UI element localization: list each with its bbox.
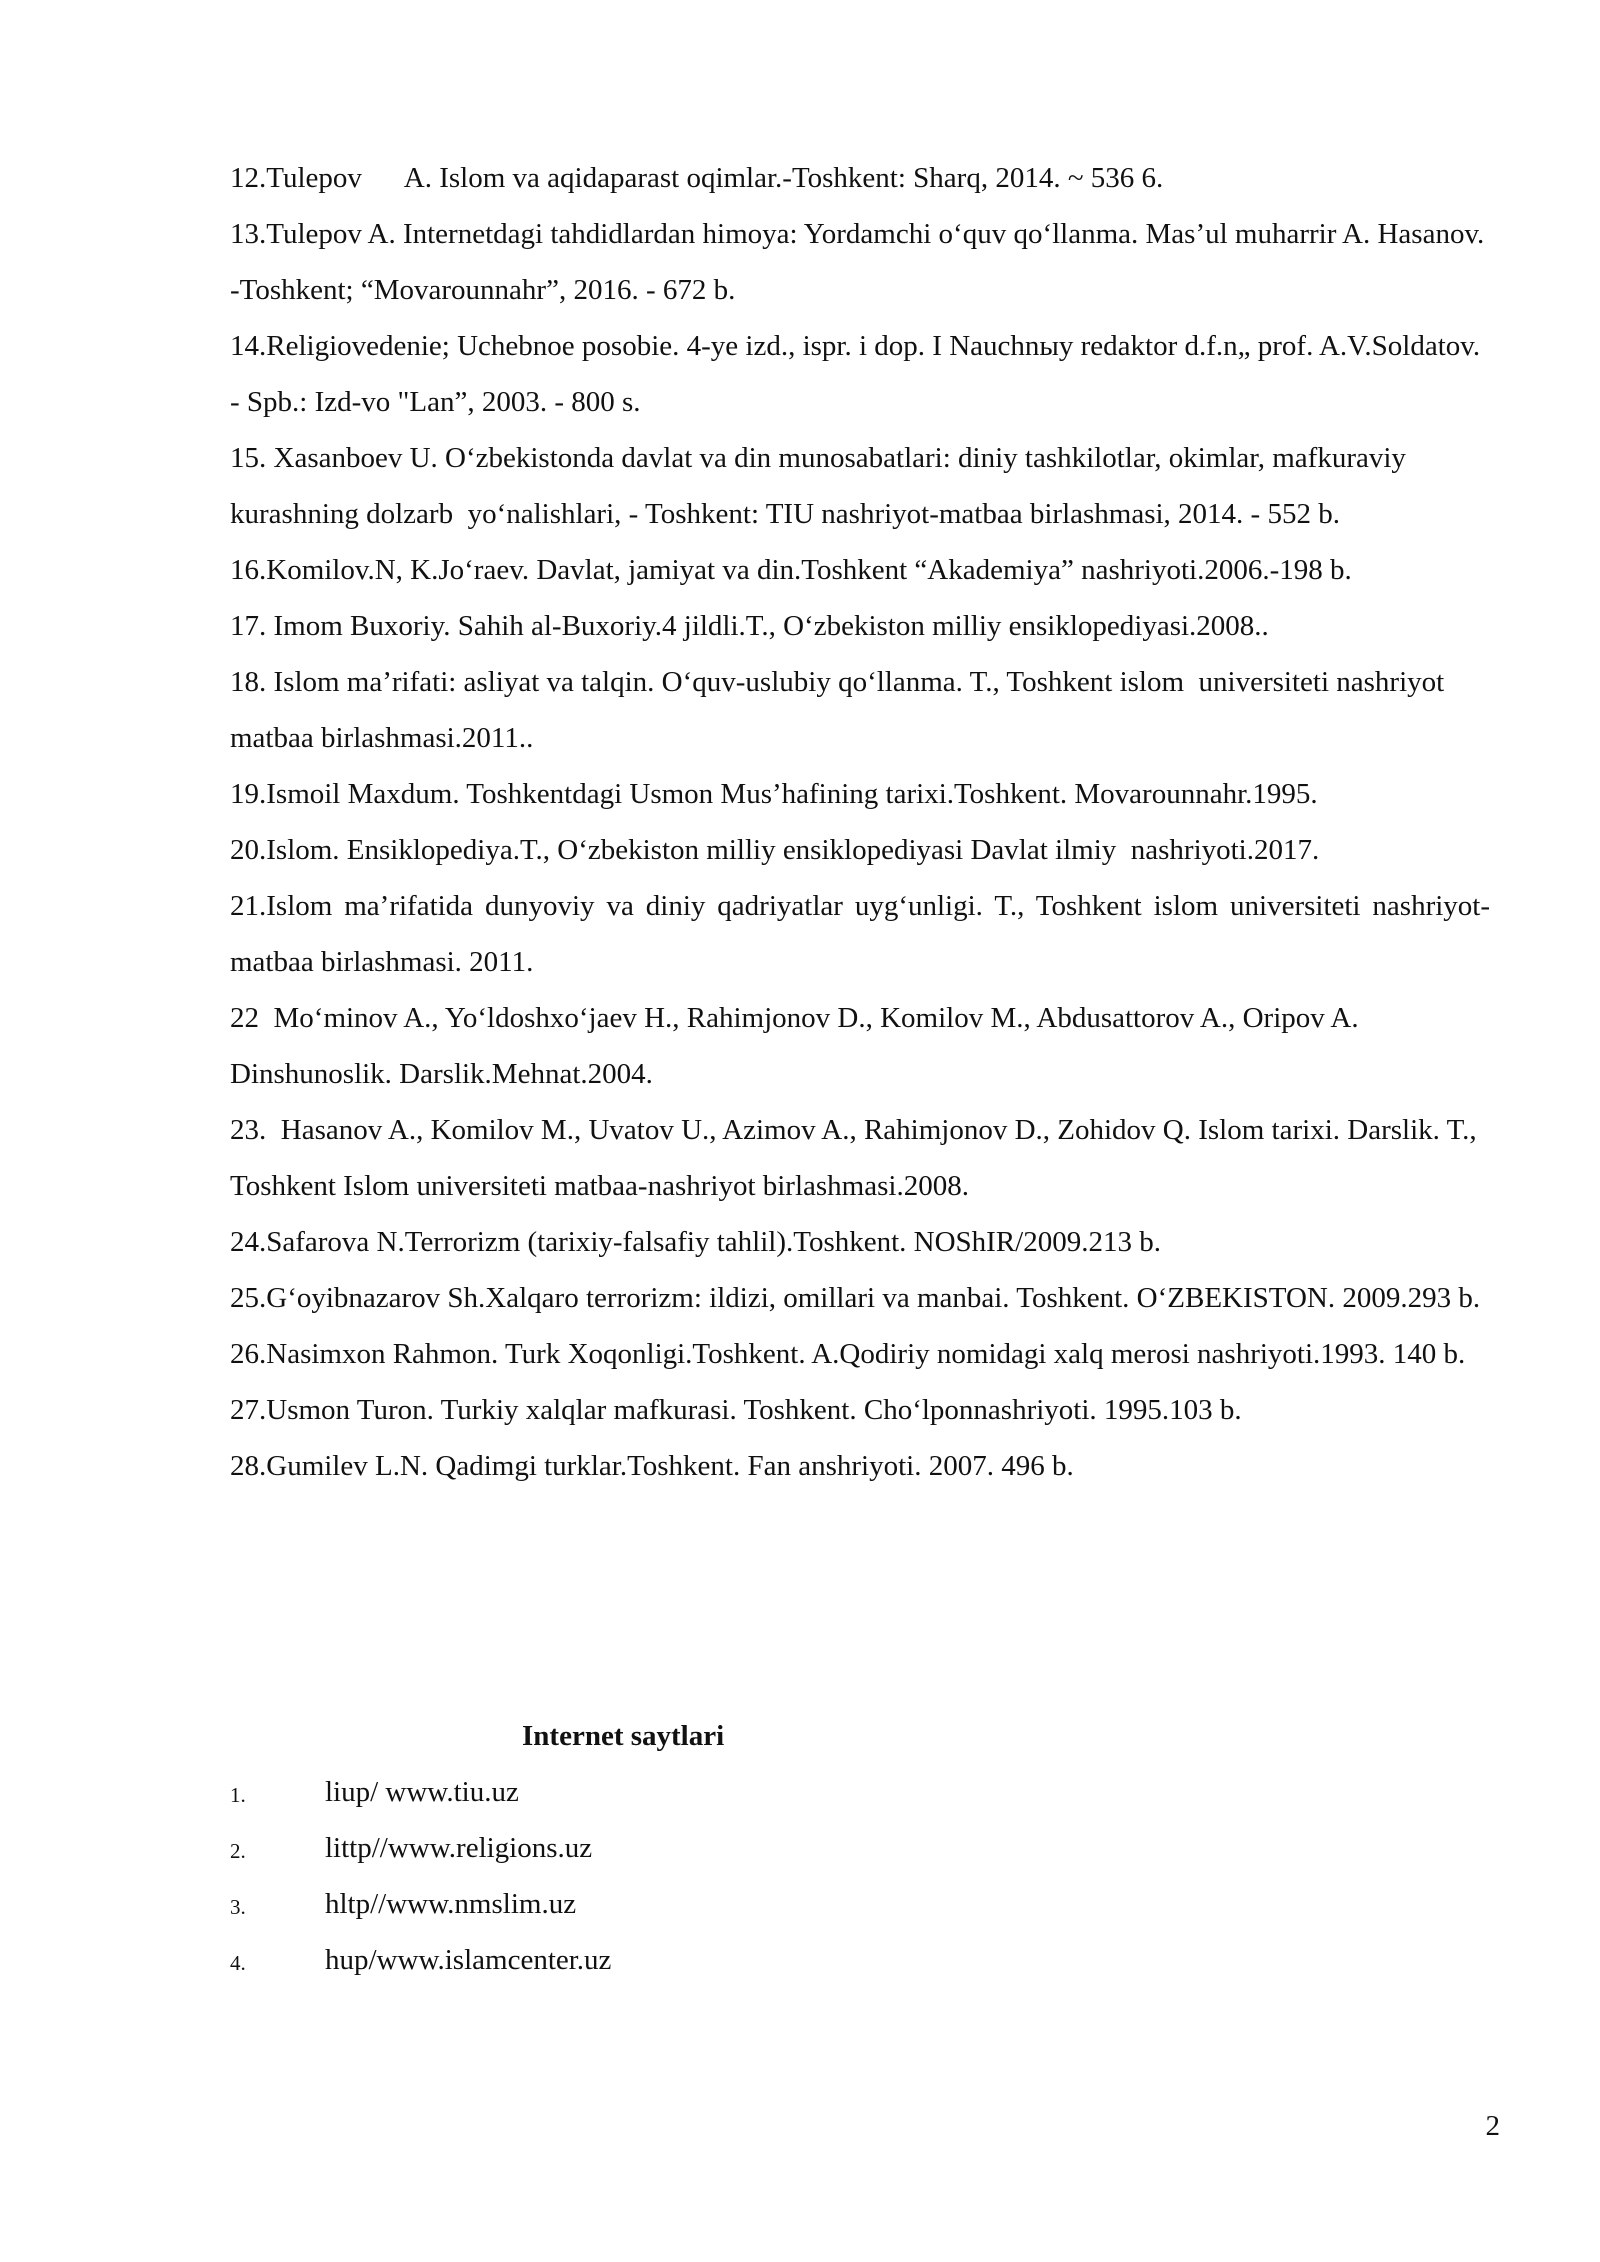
site-number: 3. [230, 1895, 246, 1919]
site-number: 2. [230, 1839, 246, 1863]
site-url: littp//www.religions.uz [325, 1832, 593, 1864]
reference-item: 20.Islom. Ensiklopediya.T., O‘zbekiston milliy ensiklopediyasi Davlat ilmiy nashriyoti.2017. [230, 834, 1320, 866]
site-number: 4. [230, 1951, 246, 1975]
reference-item: 21.Islom ma’rifatida dunyoviy va diniy qadriyatlar uyg‘unligi. T., Toshkent islom universiteti nashriyot-matbaa birlashmasi. 2011. [230, 890, 1490, 978]
site-url: hup/www.islamcenter.uz [325, 1944, 612, 1976]
site-item [230, 1932, 1130, 1988]
reference-list [230, 150, 1490, 1494]
site-item [230, 1876, 1130, 1932]
reference-item: 16.Komilov.N, K.Jo‘raev. Davlat, jamiyat va din.Toshkent “Akademiya” nashriyoti.2006.-198 b. [230, 554, 1352, 586]
internet-sites-list [230, 1764, 1130, 1988]
reference-item: 28.Gumilev L.N. Qadimgi turklar.Toshkent. Fan anshriyoti. 2007. 496 b. [230, 1450, 1074, 1482]
reference-item: 15. Xasanboev U. O‘zbekistonda davlat va din munosabatlari: diniy tashkilotlar, okimlar, mafkuraviy kurashning dolzarb yo‘nalishlari, - Toshkent: TIU nashriyot-matbaa birlashmasi, 2014. - 552 b. [230, 442, 1406, 530]
reference-item: 17. Imom Buxoriy. Sahih al-Buxoriy.4 jildli.T., O‘zbekiston milliy ensiklopediyasi.2008.. [230, 610, 1269, 642]
site-item [230, 1764, 1130, 1820]
site-number: 1. [230, 1783, 246, 1807]
site-item [230, 1820, 1130, 1876]
internet-sites-heading: Internet saytlari [522, 1720, 725, 1752]
site-url: liup/ www.tiu.uz [325, 1776, 519, 1808]
reference-item: 27.Usmon Turon. Turkiy xalqlar mafkurasi. Toshkent. Cho‘lponnashriyoti. 1995.103 b. [230, 1394, 1242, 1426]
reference-item: 24.Safarova N.Terrorizm (tarixiy-falsafiy tahlil).Toshkent. NOShIR/2009.213 b. [230, 1226, 1161, 1258]
reference-item: 25.G‘oyibnazarov Sh.Xalqaro terrorizm: ildizi, omillari va manbai. Toshkent. O‘ZBEKISTON. 2009.293 b. [230, 1282, 1481, 1314]
reference-item: 23. Hasanov A., Komilov M., Uvatov U., Azimov A., Rahimjonov D., Zohidov Q. Islom tarixi. Darslik. T., Toshkent Islom universiteti matbaa-nashriyot birlashmasi.2008. [230, 1114, 1477, 1202]
reference-item: 18. Islom ma’rifati: asliyat va talqin. O‘quv-uslubiy qo‘llanma. T., Toshkent islom universiteti nashriyot matbaa birlashmasi.2011.. [230, 666, 1445, 754]
reference-item: 19.Ismoil Maxdum. Toshkentdagi Usmon Mus’hafining tarixi.Toshkent. Movarounnahr.1995. [230, 778, 1318, 810]
reference-item: 13.Tulepov A. Internetdagi tahdidlardan himoya: Yordamchi o‘quv qo‘llanma. Mas’ul muharrir A. Hasanov. -Toshkent; “Movarounnahr”, 2016. - 672 b. [230, 218, 1485, 306]
reference-item: 14.Religiovedenie; Uchebnoe posobie. 4-ye izd., ispr. i dop. I Nauchnыy redaktor d.f.n„ prof. A.V.Soldatov. - Spb.: Izd-vo "Lan”, 2003. - 800 s. [230, 330, 1481, 418]
reference-item: 26.Nasimxon Rahmon. Turk Xoqonligi.Toshkent. A.Qodiriy nomidagi xalq merosi nashriyoti.1993. 140 b. [230, 1338, 1466, 1370]
reference-item: 22 Mo‘minov A., Yo‘ldoshxo‘jaev H., Rahimjonov D., Komilov M., Abdusattorov A., Oripov A. Dinshunoslik. Darslik.Mehnat.2004. [230, 1002, 1359, 1090]
site-url: hltp//www.nmslim.uz [325, 1888, 577, 1920]
reference-item: 12.Tulepov A. Islom va aqidaparast oqimlar.-Toshkent: Sharq, 2014. ~ 536 6. [230, 162, 1164, 194]
page-number: 2 [1485, 2110, 1500, 2142]
